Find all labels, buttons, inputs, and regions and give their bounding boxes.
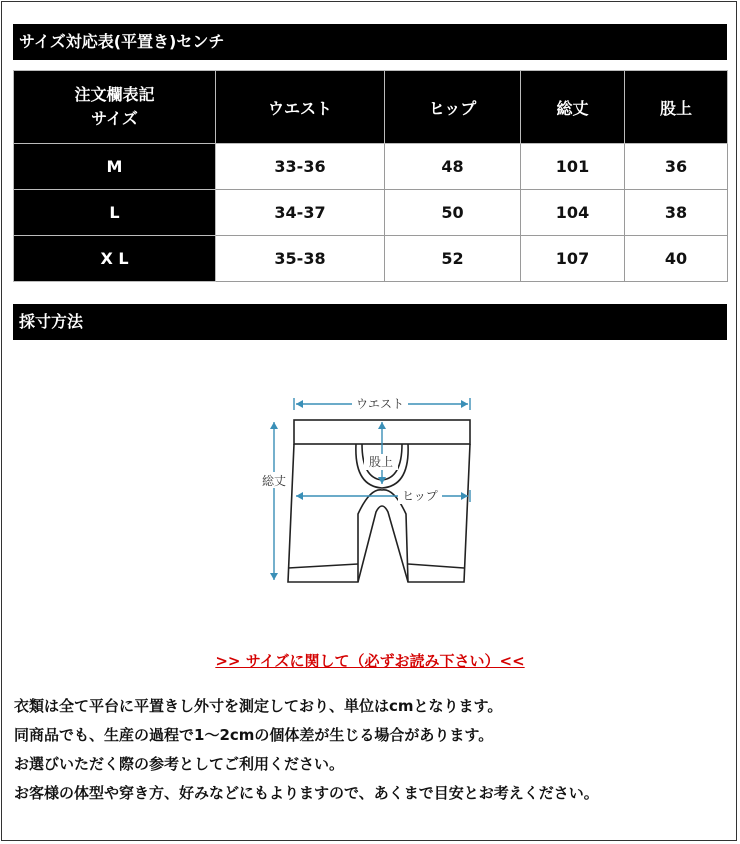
boxer-brief-illustration xyxy=(258,392,484,588)
hip-cell: 52 xyxy=(385,236,521,282)
hip-cell: 50 xyxy=(385,190,521,236)
note-line: お客様の体型や穿き方、好みなどにもよりますので、あくまで目安とお考えください。 xyxy=(14,784,599,802)
arrow-up-icon xyxy=(378,422,386,429)
table-row xyxy=(14,236,728,282)
header-rise: 股上 xyxy=(625,71,728,144)
hip-label: ヒップ xyxy=(402,489,438,503)
hip-cell: 48 xyxy=(385,144,521,190)
rise-cell: 36 xyxy=(625,144,728,190)
waist-cell: 34-37 xyxy=(216,190,385,236)
header-hip: ヒップ xyxy=(385,71,521,144)
length-cell: 107 xyxy=(521,236,625,282)
note-line: 同商品でも、生産の過程で1～2cmの個体差が生じる場合があります。 xyxy=(14,726,494,744)
note-line: お選びいただく際の参考としてご利用ください。 xyxy=(14,755,345,773)
table-row xyxy=(14,190,728,236)
arrow-left-icon xyxy=(296,492,303,500)
arrow-down-icon xyxy=(270,573,278,580)
header-size-label: 注文欄表記 サイズ xyxy=(14,71,216,144)
size-table xyxy=(13,70,728,282)
waist-cell: 33-36 xyxy=(216,144,385,190)
rise-cell: 40 xyxy=(625,236,728,282)
measurement-heading: 採寸方法 xyxy=(13,304,727,340)
left-hem-shape xyxy=(288,564,358,568)
arrow-up-icon xyxy=(270,422,278,429)
note-line: 衣類は全て平台に平置きし外寸を測定しており、単位はcmとなります。 xyxy=(14,697,503,715)
rise-cell: 38 xyxy=(625,190,728,236)
size-cell: L xyxy=(14,190,216,236)
length-cell: 101 xyxy=(521,144,625,190)
arrow-down-icon xyxy=(378,477,386,484)
size-notice-title: >> サイズに関して（必ずお読み下さい）<< xyxy=(215,652,525,670)
size-cell: M xyxy=(14,144,216,190)
length-cell: 104 xyxy=(521,190,625,236)
size-notes xyxy=(14,692,728,808)
right-hem-shape xyxy=(408,564,464,568)
table-row xyxy=(14,144,728,190)
size-chart-heading: サイズ対応表(平置き)センチ xyxy=(13,24,727,60)
size-table-header-row xyxy=(14,71,728,144)
measurement-diagram xyxy=(258,392,484,588)
waist-cell: 35-38 xyxy=(216,236,385,282)
arrow-left-icon xyxy=(296,400,303,408)
rise-label: 股上 xyxy=(368,455,394,469)
waist-label: ウエスト xyxy=(355,397,405,411)
header-length: 総丈 xyxy=(521,71,625,144)
size-cell: X L xyxy=(14,236,216,282)
length-label: 総丈 xyxy=(261,474,287,488)
arrow-right-icon xyxy=(461,400,468,408)
header-waist: ウエスト xyxy=(216,71,385,144)
